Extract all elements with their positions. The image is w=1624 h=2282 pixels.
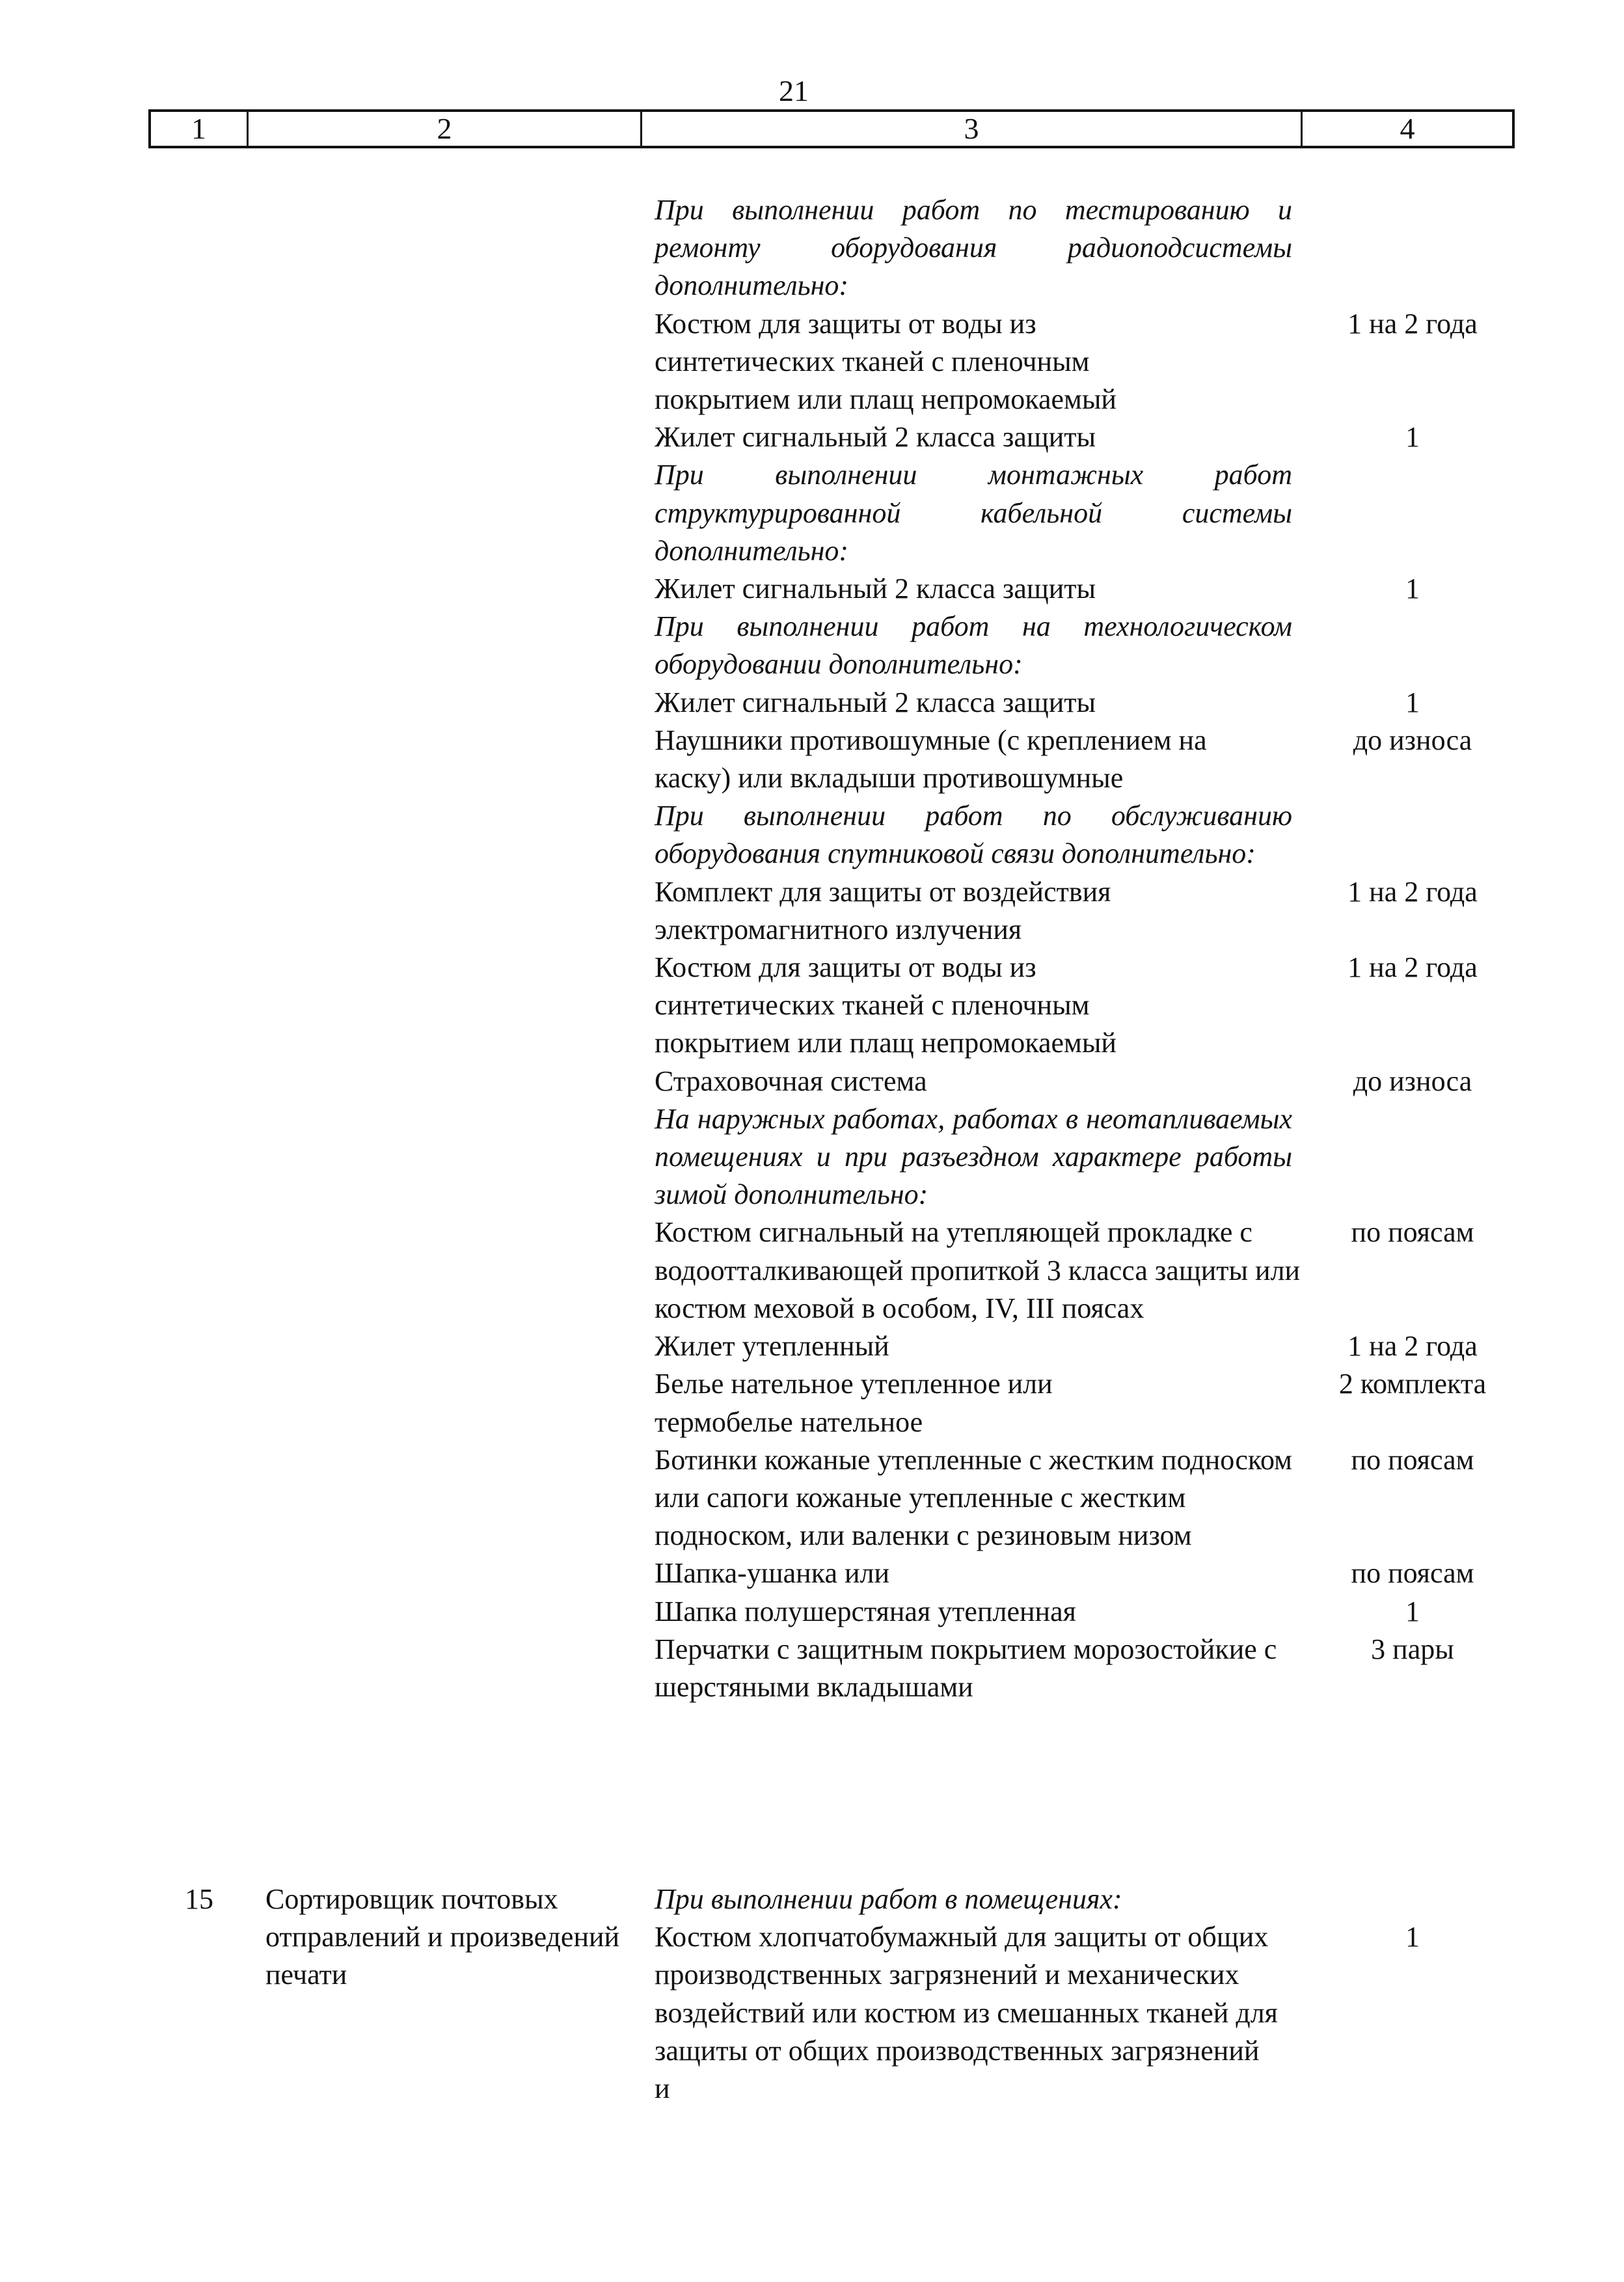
list-item (655, 1327, 1478, 1365)
item-quantity: 1 (1405, 421, 1420, 454)
item-text: Костюм сигнальный на утепляющей прокладке с водоотталкивающей пропиткой 3 класса защиты или костюм меховой в особом, IV, III поясах (655, 1216, 1301, 1324)
list-item (655, 1063, 1472, 1100)
condition-outdoor-winter: На наружных работах, работах в неотапливаемых помещениях и при разъездном характере работы зимой дополнительно: (655, 1102, 1292, 1211)
item-quantity: 1 на 2 года (1347, 951, 1478, 984)
list-item (655, 570, 1420, 608)
item-quantity: по поясам (1351, 1216, 1474, 1249)
item-quantity: до износа (1353, 724, 1472, 756)
condition-indoor: При выполнении работ в помещениях: (655, 1883, 1122, 1915)
item-quantity: 1 на 2 года (1347, 1330, 1478, 1363)
item-quantity: 1 (1405, 1921, 1420, 1953)
column-header-4: 4 (1400, 112, 1415, 145)
list-item (655, 1214, 1474, 1327)
item-quantity: по поясам (1351, 1557, 1474, 1590)
item-text: Шапка-ушанка или (655, 1557, 890, 1590)
list-item (655, 1365, 1487, 1441)
item-text: Жилет сигнальный 2 класса защиты (655, 573, 1096, 605)
column-header-1: 1 (151, 112, 249, 146)
item-text: Жилет утепленный (655, 1330, 889, 1363)
list-item (655, 418, 1420, 456)
list-item (655, 1631, 1454, 1706)
list-item (655, 305, 1478, 419)
row-number: 15 (185, 1883, 213, 1915)
list-item (655, 1918, 1420, 2108)
item-quantity: до износа (1353, 1065, 1472, 1097)
list-item (655, 949, 1478, 1063)
item-text: Костюм для защиты от воды из синтетических тканей с пленочным покрытием или плащ непромокаемый (655, 951, 1116, 1059)
item-quantity: 1 (1405, 573, 1420, 605)
item-text: Перчатки с защитным покрытием морозостойкие с шерстяными вкладышами (655, 1633, 1277, 1703)
item-quantity: 1 на 2 года (1347, 875, 1478, 908)
list-item (655, 873, 1478, 949)
list-item (655, 1441, 1474, 1555)
profession-name: Сортировщик почтовых отправлений и произведений печати (265, 1883, 620, 1991)
item-text: Страховочная система (655, 1065, 927, 1097)
item-text: Костюм хлопчатобумажный для защиты от общих производственных загрязнений и механических воздействий или костюм из смешанных тканей для защиты от общих производственных загрязнений и (655, 1921, 1278, 2105)
condition-satellite: При выполнении работ по обслуживанию оборудования спутниковой связи дополнительно: (655, 800, 1292, 870)
column-header-2: 2 (249, 112, 642, 146)
item-text: Жилет сигнальный 2 класса защиты (655, 686, 1096, 718)
item-text: Костюм для защиты от воды из синтетических тканей с пленочным покрытием или плащ непромокаемый (655, 307, 1116, 416)
column-header-3: 3 (642, 112, 1303, 146)
item-text: Наушники противошумные (с креплением на каску) или вкладыши противошумные (655, 724, 1207, 795)
item-text: Белье нательное утепленное или термобелье нательное (655, 1368, 1053, 1438)
item-text: Шапка полушерстяная утепленная (655, 1595, 1076, 1627)
condition-radio-subsystem: При выполнении работ по тестированию и ремонту оборудования радиоподсистемы дополнительно: (655, 194, 1292, 302)
item-quantity: 2 комплекта (1338, 1368, 1487, 1400)
list-item (655, 1555, 1474, 1592)
list-item (655, 1593, 1420, 1631)
condition-technological: При выполнении работ на технологическом оборудовании дополнительно: (655, 610, 1292, 681)
condition-cabling: При выполнении монтажных работ структурированной кабельной системы дополнительно: (655, 459, 1292, 567)
row-15-content (655, 1881, 1420, 2108)
list-item (655, 722, 1472, 797)
item-quantity: 3 пары (1371, 1633, 1454, 1665)
item-text: Ботинки кожаные утепленные с жестким подноском или сапоги кожаные утепленные с жестким подноском, или валенки с резиновым низом (655, 1443, 1293, 1552)
item-quantity: 1 (1405, 686, 1420, 718)
item-quantity: по поясам (1351, 1443, 1474, 1476)
item-quantity: 1 (1405, 1595, 1420, 1627)
item-text: Жилет сигнальный 2 класса защиты (655, 421, 1096, 454)
item-quantity: 1 на 2 года (1347, 307, 1478, 340)
list-item (655, 684, 1420, 722)
item-text: Комплект для защиты от воздействия электромагнитного излучения (655, 875, 1111, 945)
table-header-row (148, 109, 1515, 148)
page-number: 21 (779, 74, 809, 107)
continuation-content (655, 191, 1487, 1706)
